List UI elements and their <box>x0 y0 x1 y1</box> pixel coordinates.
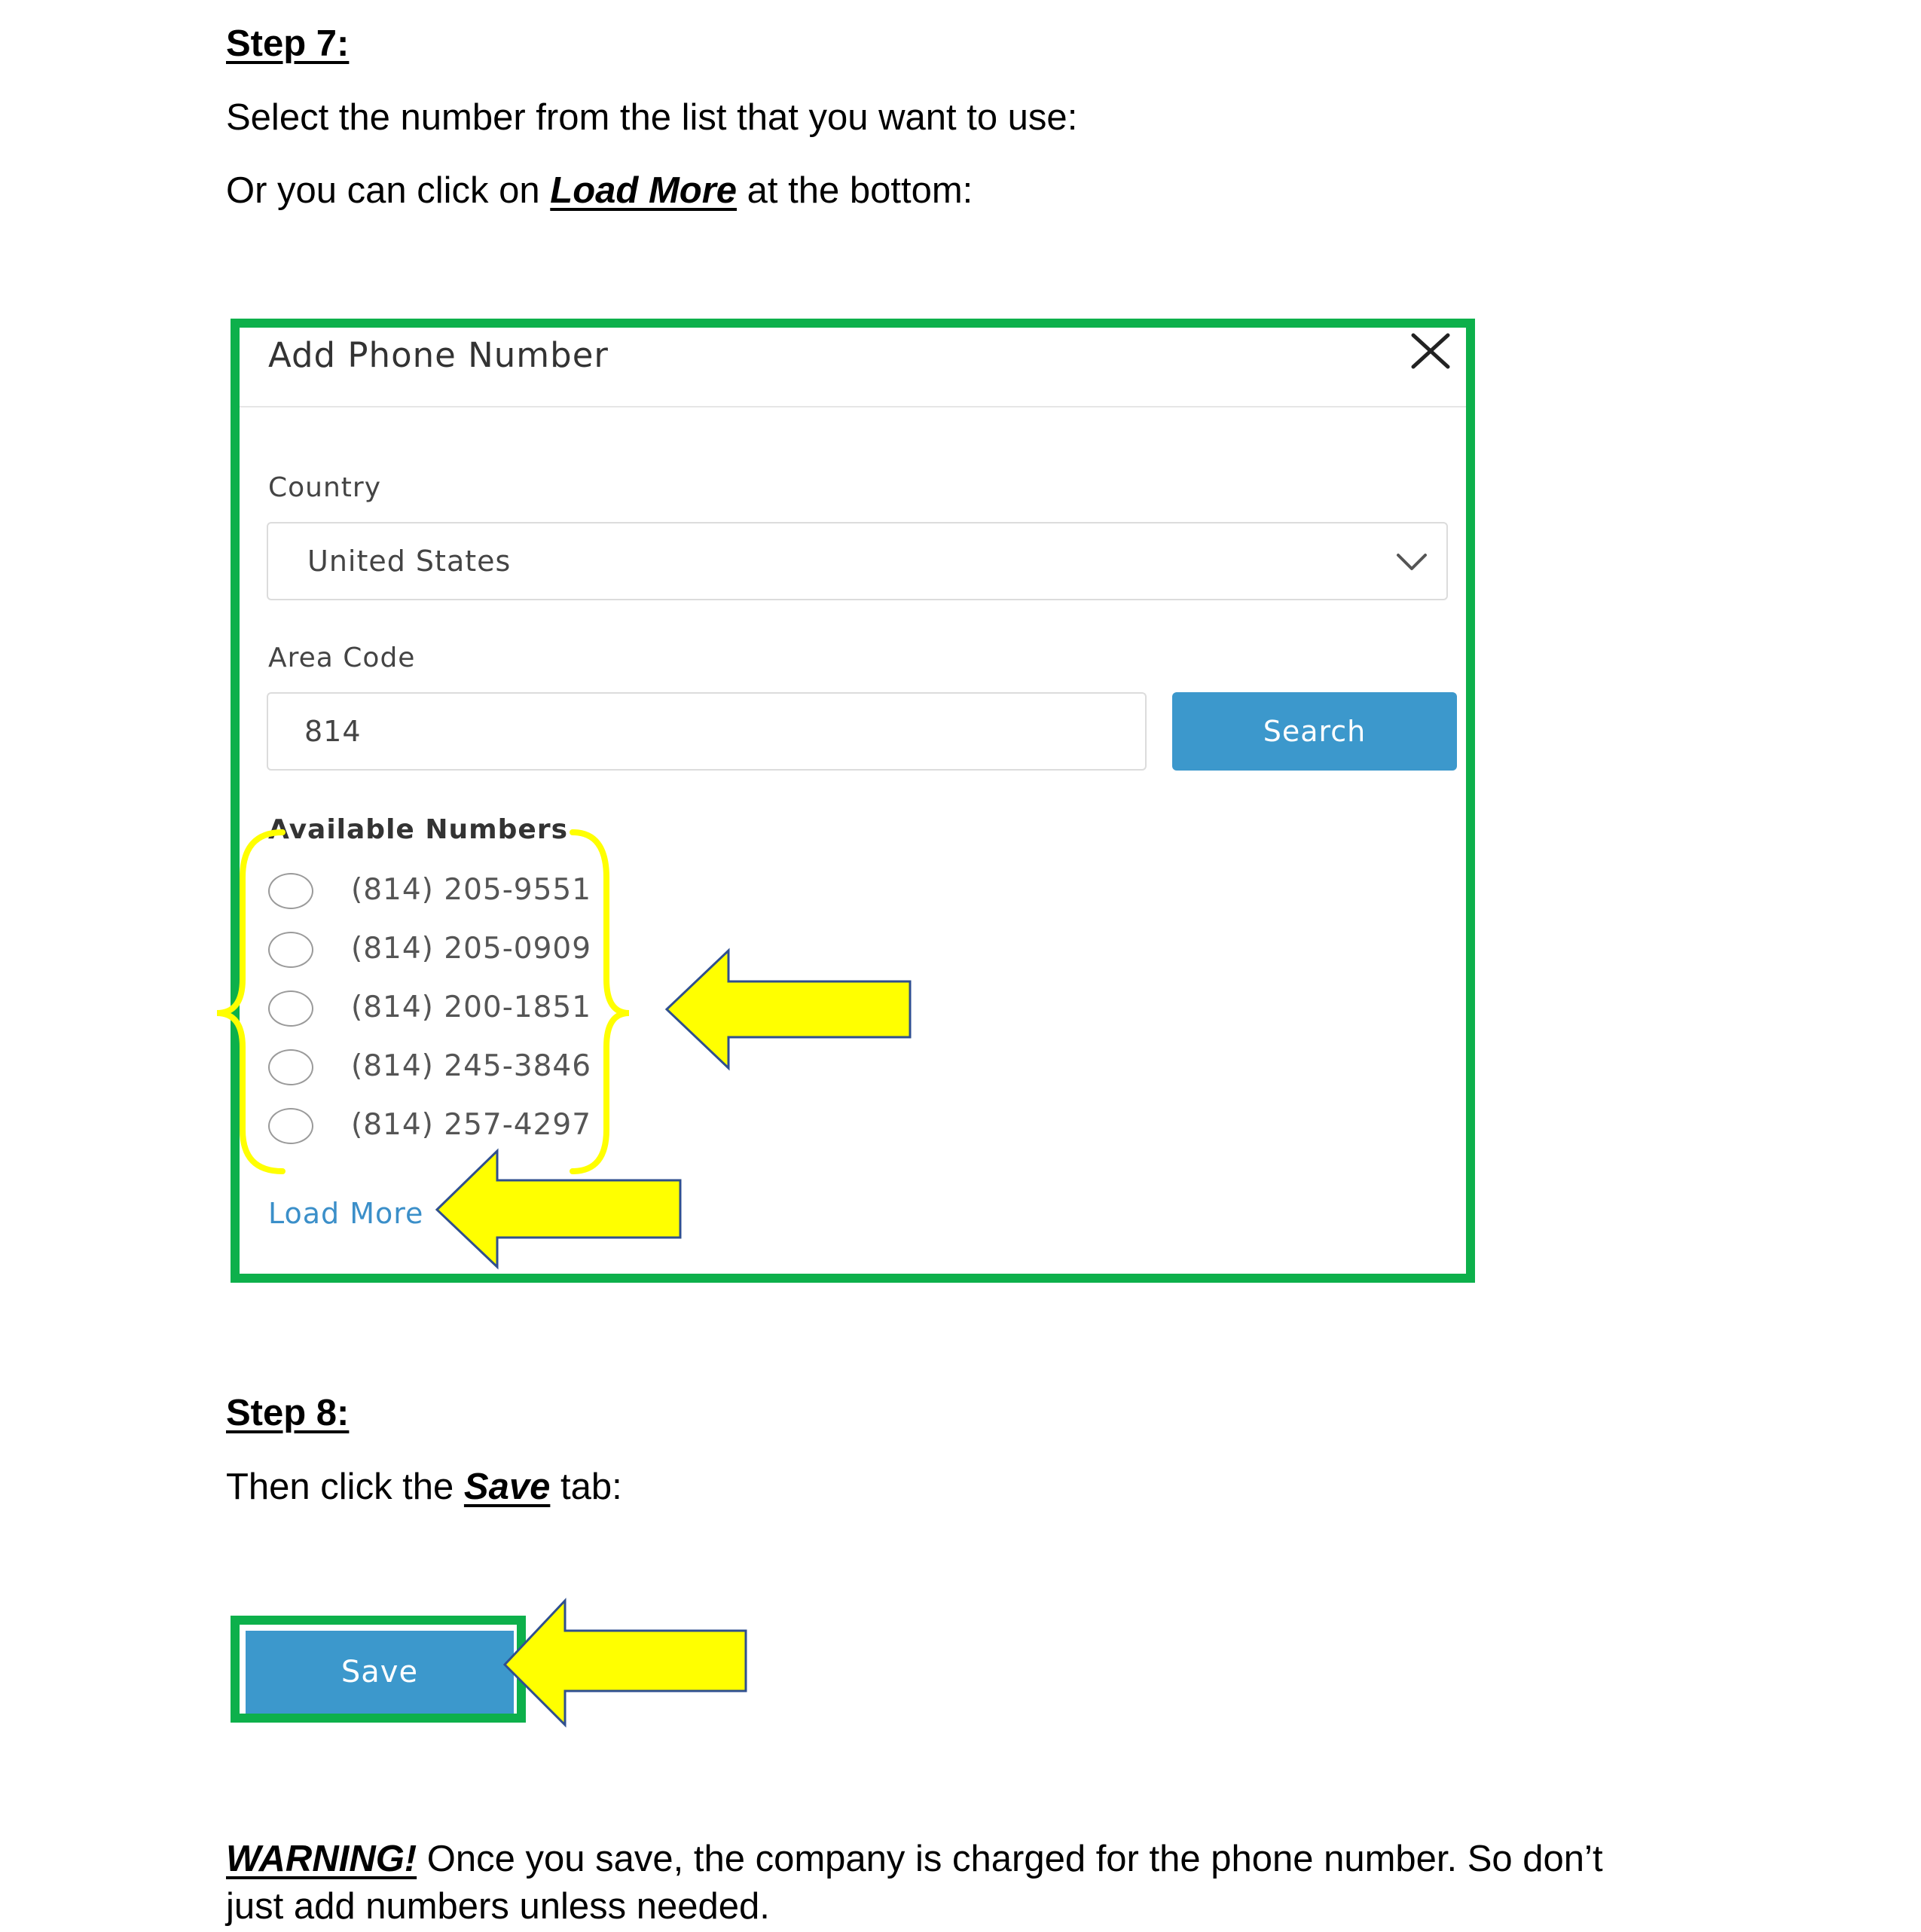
phone-number-option: (814) 205-0909 <box>351 932 592 966</box>
warning-line-2: just add numbers unless needed. <box>226 1886 770 1927</box>
load-more-link[interactable]: Load More <box>268 1197 424 1230</box>
instruction-emphasis-save: Save <box>463 1467 551 1507</box>
area-code-label: Area Code <box>268 642 416 673</box>
search-button[interactable]: Search <box>1172 692 1457 771</box>
step-7-heading: Step 7: <box>226 23 350 64</box>
instruction-text-after: tab: <box>550 1467 622 1507</box>
phone-number-option: (814) 200-1851 <box>351 990 592 1024</box>
instruction-text-after: at the bottom: <box>737 170 973 211</box>
country-selected-value: United States <box>307 545 512 578</box>
warning-label: WARNING! <box>226 1839 417 1879</box>
warning-line-1 <box>226 1838 1603 1880</box>
phone-number-option: (814) 205-9551 <box>351 873 592 907</box>
warning-text: Once you save, the company is charged for the phone number. So don’t <box>417 1839 1603 1879</box>
arrow-save <box>505 1601 746 1725</box>
available-numbers-label: Available Numbers <box>268 814 569 845</box>
instruction-emphasis-load-more: Load More <box>550 170 738 211</box>
step-8-heading: Step 8: <box>226 1393 350 1433</box>
instruction-text-before: Or you can click on <box>226 170 551 211</box>
phone-number-option: (814) 245-3846 <box>351 1049 592 1083</box>
step-7-instruction: Select the number from the list that you want to use: <box>226 97 1078 138</box>
country-label: Country <box>268 472 382 503</box>
instruction-text-before: Then click the <box>226 1467 464 1507</box>
dialog-title: Add Phone Number <box>268 335 609 375</box>
area-code-value: 814 <box>304 715 362 748</box>
phone-number-option: (814) 257-4297 <box>351 1108 592 1142</box>
save-button[interactable]: Save <box>246 1631 514 1714</box>
